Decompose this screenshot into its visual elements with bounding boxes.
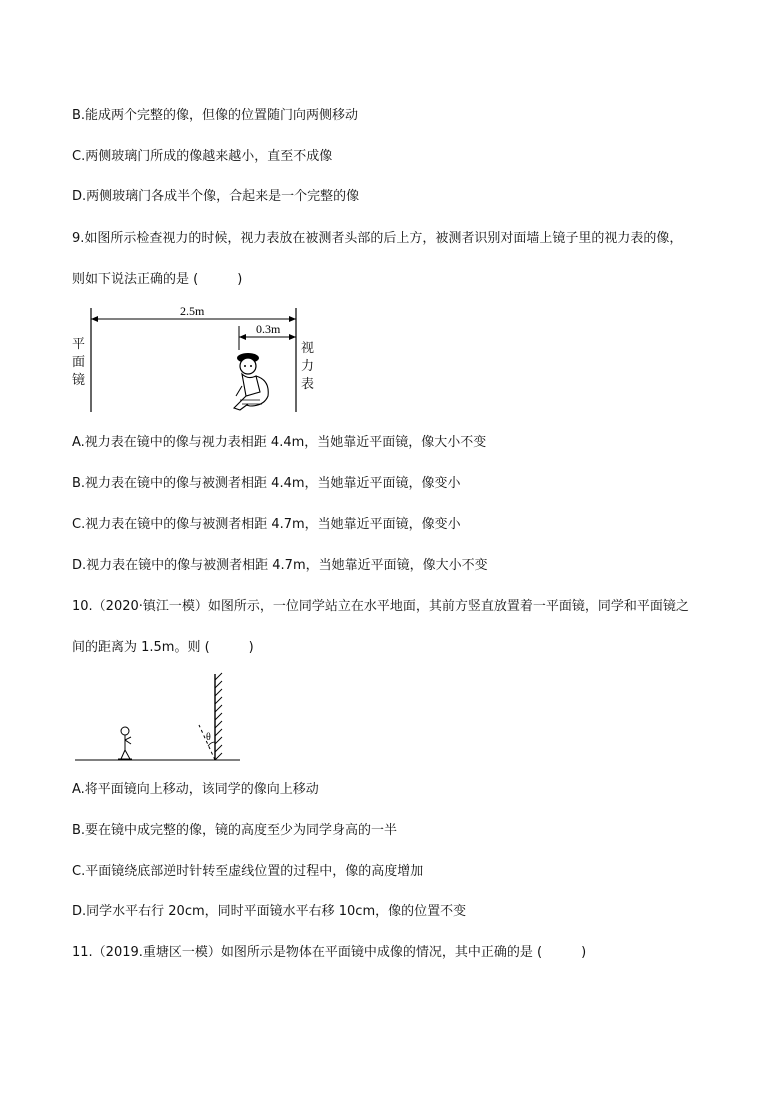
chart-label-char: 表 xyxy=(301,377,315,392)
q10-option-c: C.平面镜绕底部逆时针转至虚线位置的过程中，像的高度增加 xyxy=(72,864,424,879)
q10-stem-line2: 间的距离为 1.5m。则 ( ) xyxy=(72,640,254,655)
q9-eye-test-diagram xyxy=(70,300,330,418)
q10-mirror-diagram xyxy=(70,670,250,765)
angle-label: θ xyxy=(206,732,211,743)
mirror-label xyxy=(72,336,86,390)
mirror-hatching xyxy=(215,673,222,760)
q8-option-d: D.两侧玻璃门各成半个像，合起来是一个完整的像 xyxy=(72,189,360,204)
q8-option-c: C.两侧玻璃门所成的像越来越小，直至不成像 xyxy=(72,149,333,164)
q10-stem-line1: 10.（2020·镇江一模）如图所示，一位同学站立在水平地面，其前方竖直放置着一平面镜，同学和平面镜之 xyxy=(72,599,689,614)
chart-label-char: 力 xyxy=(301,359,315,374)
mirror-label-char: 镜 xyxy=(72,373,86,388)
q8-option-b: B.能成两个完整的像，但像的位置随门向两侧移动 xyxy=(72,108,359,123)
q9-option-c: C.视力表在镜中的像与被测者相距 4.7m，当她靠近平面镜，像变小 xyxy=(72,517,461,532)
q9-stem-line2: 则如下说法正确的是 ( ) xyxy=(72,272,243,287)
q9-option-d: D.视力表在镜中的像与被测者相距 4.7m，当她靠近平面镜，像大小不变 xyxy=(72,558,488,573)
seated-person-icon xyxy=(234,353,268,410)
total-distance-label: 2.5m xyxy=(180,304,205,318)
q10-option-a: A.将平面镜向上移动，该同学的像向上移动 xyxy=(72,782,319,797)
q9-option-a: A.视力表在镜中的像与视力表相距 4.4m，当她靠近平面镜，像大小不变 xyxy=(72,435,487,450)
mirror-label-char: 平 xyxy=(72,337,86,352)
chart-label xyxy=(301,340,315,394)
q9-option-b: B.视力表在镜中的像与被测者相距 4.4m，当她靠近平面镜，像变小 xyxy=(72,476,461,491)
q10-option-d: D.同学水平右行 20cm，同时平面镜水平右移 10cm，像的位置不变 xyxy=(72,904,467,919)
q10-option-b: B.要在镜中成完整的像，镜的高度至少为同学身高的一半 xyxy=(72,823,398,838)
chart-label-char: 视 xyxy=(301,341,315,356)
mirror-label-char: 面 xyxy=(72,355,86,370)
q10-mirror-figure xyxy=(70,670,250,765)
small-distance-label: 0.3m xyxy=(256,322,281,336)
q9-stem-line1: 9.如图所示检查视力的时候，视力表放在被测者头部的后上方，被测者识别对面墙上镜子里的视力表的像， xyxy=(72,231,683,246)
student-stick-figure-icon xyxy=(118,727,132,759)
q9-eye-test-figure xyxy=(70,300,330,418)
q11-stem: 11.（2019.重塘区一模）如图所示是物体在平面镜中成像的情况，其中正确的是 ( ) xyxy=(72,945,587,960)
